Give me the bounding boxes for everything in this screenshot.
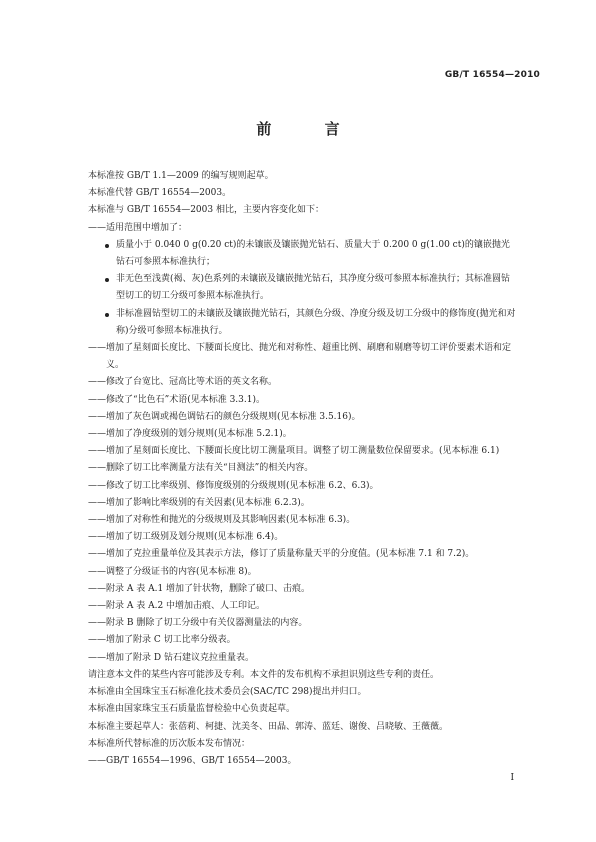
foreword-body — [88, 168, 518, 770]
change-item: ——修改了台宽比、冠高比等术语的英文名称。 — [88, 377, 278, 388]
intro-line: 本标准按 GB/T 1.1—2009 的编写规则起草。 — [88, 171, 274, 181]
change-item: ——增加了影响比率级别的有关因素(见本标准 6.2.3)。 — [88, 497, 310, 508]
standard-code: GB/T 16554—2010 — [444, 70, 540, 80]
change-item: ——增加了附录 C 切工比率分级表。 — [88, 635, 236, 646]
closing-line: 请注意本文件的某些内容可能涉及专利。本文件的发布机构不承担识别这些专利的责任。 — [88, 669, 440, 680]
change-item: ——增加了灰色调或褐色调钻石的颜色分级规则(见本标准 3.5.16)。 — [88, 411, 361, 422]
intro-line: ——适用范围中增加了： — [88, 222, 188, 233]
change-item: ——附录 A 表 A.2 中增加击痕、人工印记。 — [88, 601, 266, 612]
bullet-dot-icon — [105, 313, 109, 317]
change-item: ——增加了附录 D 钻石建议克拉重量表。 — [88, 652, 254, 663]
change-item: ——增加了对称性和抛光的分级规则及其影响因素(见本标准 6.3)。 — [88, 515, 356, 526]
bullet-dot-icon — [105, 278, 109, 282]
bullet-text: 非标准圆钻型切工的未镶嵌及镶嵌抛光钻石，其颜色分级、净度分级及切工分级中的修饰度(抛光和对称)分级可参照本标准执行。 — [116, 308, 516, 336]
bullet-item — [88, 271, 518, 305]
closing-line: ——GB/T 16554—1996、GB/T 16554—2003。 — [88, 755, 297, 766]
closing-line: 本标准由全国珠宝玉石标准化技术委员会(SAC/TC 298)提出并归口。 — [88, 687, 367, 698]
closing-line: 本标准由国家珠宝玉石质量监督检验中心负责起草。 — [88, 704, 296, 715]
change-item: ——附录 A 表 A.1 增加了针状物，删除了破口、击痕。 — [88, 583, 311, 594]
intro-line: 本标准代替 GB/T 16554—2003。 — [88, 188, 232, 199]
page-title: 前 言 — [256, 120, 364, 138]
change-item: ——调整了分级证书的内容(见本标准 8)。 — [88, 566, 257, 577]
bullet-dot-icon — [105, 244, 109, 248]
change-item: ——增加了星刻面长度比、下腰面长度比切工测量项目。调整了切工测量数位保留要求。(见本标准 6.1) — [88, 446, 500, 457]
change-item: ——增加了星刻面长度比、下腰面长度比、抛光和对称性、超重比例、刷磨和剔磨等切工评价要素术语和定义。 — [88, 343, 512, 371]
page-number: I — [510, 773, 514, 783]
change-item: ——修改了切工比率级别、修饰度级别的分级规则(见本标准 6.2、6.3)。 — [88, 480, 379, 491]
change-item: ——增加了切工级别及划分规则(见本标准 6.4)。 — [88, 532, 284, 543]
change-item: ——修改了“比色石”术语(见本标准 3.3.1)。 — [88, 394, 265, 405]
change-item: ——附录 B 删除了切工分级中有关仪器测量法的内容。 — [88, 618, 308, 629]
bullet-text: 质量小于 0.040 0 g(0.20 ct)的未镶嵌及镶嵌抛光钻石、质量大于 0.200 0 g(1.00 ct)的镶嵌抛光钻石可参照本标准执行； — [116, 239, 510, 268]
intro-line: 本标准与 GB/T 16554—2003 相比，主要内容变化如下： — [88, 205, 324, 216]
change-item: ——增加了克拉重量单位及其表示方法，修订了质量称量天平的分度值。(见本标准 7.1 和 7.2)。 — [88, 549, 475, 560]
bullet-text: 非无色至浅黄(褐、灰)色系列的未镶嵌及镶嵌抛光钻石，其净度分级可参照本标准执行；其标准圆钻型切工的切工分级可参照本标准执行。 — [116, 274, 511, 302]
bullet-item — [88, 306, 518, 340]
closing-line: 本标准所代替标准的历次版本发布情况： — [88, 738, 251, 749]
change-item: ——删除了切工比率测量方法有关“目测法”的相关内容。 — [88, 463, 314, 474]
change-item: ——增加了净度级别的划分规则(见本标准 5.2.1)。 — [88, 429, 292, 440]
closing-line: 本标准主要起草人：张蓓莉、柯捷、沈美冬、田晶、郭涛、蓝廷、谢俊、吕晓敏、王薇薇。 — [88, 721, 449, 732]
bullet-item — [88, 237, 518, 271]
